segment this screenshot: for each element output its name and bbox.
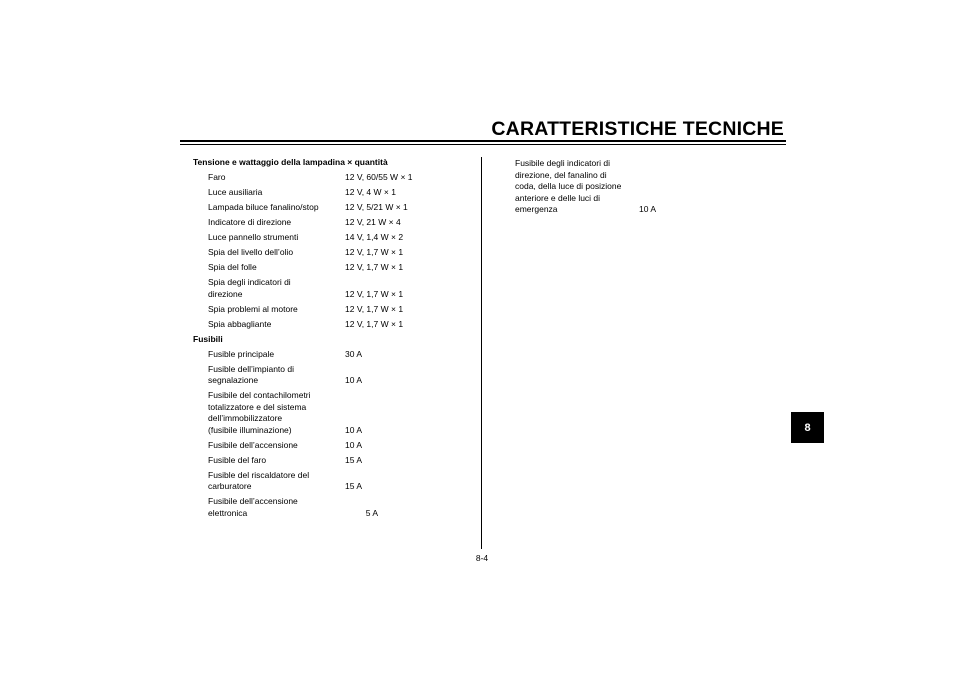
spec-label: Spia del livello dell’olio <box>208 247 294 257</box>
spec-column-right <box>515 158 765 219</box>
spec-row <box>208 304 458 316</box>
spec-row <box>208 187 458 199</box>
spec-value: 30 A <box>345 348 363 359</box>
spec-label: Luce ausiliaria <box>208 187 263 197</box>
spec-row <box>208 172 458 184</box>
spec-label: Indicatore di direzione <box>208 217 292 227</box>
spec-column-left <box>193 157 458 523</box>
spec-value: 12 V, 5/21 W × 1 <box>345 202 408 212</box>
page-number: 8-4 <box>475 553 489 563</box>
spec-value: 12 V, 21 W × 4 <box>345 217 401 227</box>
spec-label: Fusible del faro <box>208 454 267 465</box>
spec-value: 12 V, 1,7 W × 1 <box>345 318 404 329</box>
spec-row <box>208 232 458 244</box>
spec-value: 5 A <box>365 507 378 518</box>
spec-value: 12 V, 1,7 W × 1 <box>345 262 404 272</box>
spec-value: 14 V, 1,4 W × 2 <box>345 232 404 242</box>
header-rule-thin <box>180 144 786 145</box>
spec-row <box>208 390 458 436</box>
page-title: CARATTERISTICHE TECNICHE <box>491 118 784 140</box>
spec-label: Spia problemi al motore <box>208 303 298 314</box>
spec-row <box>208 217 458 229</box>
spec-label: Fusible dell’impianto di segnalazione <box>208 363 294 385</box>
spec-value: 12 V, 1,7 W × 1 <box>345 247 404 257</box>
spec-value: 10 A <box>345 424 363 435</box>
spec-label: Fusibile dell’accensione elettronica <box>208 496 298 518</box>
spec-value: 12 V, 4 W × 1 <box>345 187 396 197</box>
spec-row <box>208 440 458 452</box>
header-rule-thick <box>180 140 786 142</box>
spec-label: Luce pannello strumenti <box>208 232 299 242</box>
spec-label: Fusibile dell’accensione <box>208 439 298 450</box>
spec-label: Fusible del riscaldatore del carburatore <box>208 469 310 491</box>
section-heading: Fusibili <box>193 333 223 344</box>
spec-row <box>208 247 458 259</box>
spec-label: Spia abbagliante <box>208 318 272 329</box>
spec-row <box>208 277 458 300</box>
spec-value: 15 A <box>345 454 363 465</box>
spec-row <box>208 262 458 274</box>
spec-value: 15 A <box>345 481 363 491</box>
spec-value: 12 V, 1,7 W × 1 <box>345 288 404 299</box>
spec-label: Spia del folle <box>208 262 257 272</box>
spec-label: Faro <box>208 172 226 182</box>
section-fuses <box>193 334 458 520</box>
section-bulbs <box>193 157 458 330</box>
spec-value: 10 A <box>345 439 363 450</box>
column-divider <box>481 157 482 549</box>
spec-label: Spia degli indicatori di direzione <box>208 277 291 299</box>
spec-row <box>208 364 458 387</box>
spec-label: Fusibile degli indicatori di direzione, del fanalino di coda, della luce di posizione anteriore e delle luci di emergenza <box>515 158 622 214</box>
spec-row <box>208 496 458 519</box>
spec-value: 10 A <box>639 204 657 214</box>
spec-value: 12 V, 1,7 W × 1 <box>345 303 404 314</box>
spec-row <box>515 158 765 216</box>
spec-label: Fusible principale <box>208 348 275 359</box>
spec-row <box>208 349 458 361</box>
spec-value: 12 V, 60/55 W × 1 <box>345 172 413 182</box>
spec-row <box>208 455 458 467</box>
spec-row <box>208 202 458 214</box>
spec-label: Lampada biluce fanalino/stop <box>208 202 319 212</box>
spec-row <box>208 319 458 331</box>
section-heading: Tensione e wattaggio della lampadina × quantità <box>193 157 388 167</box>
spec-label: Fusibile del contachilometri totalizzatore e del sistema dell’immobilizzatore (fusibile illuminazione) <box>208 390 311 435</box>
chapter-tab: 8 <box>791 412 824 443</box>
spec-value: 10 A <box>345 375 363 385</box>
spec-row <box>208 470 458 493</box>
